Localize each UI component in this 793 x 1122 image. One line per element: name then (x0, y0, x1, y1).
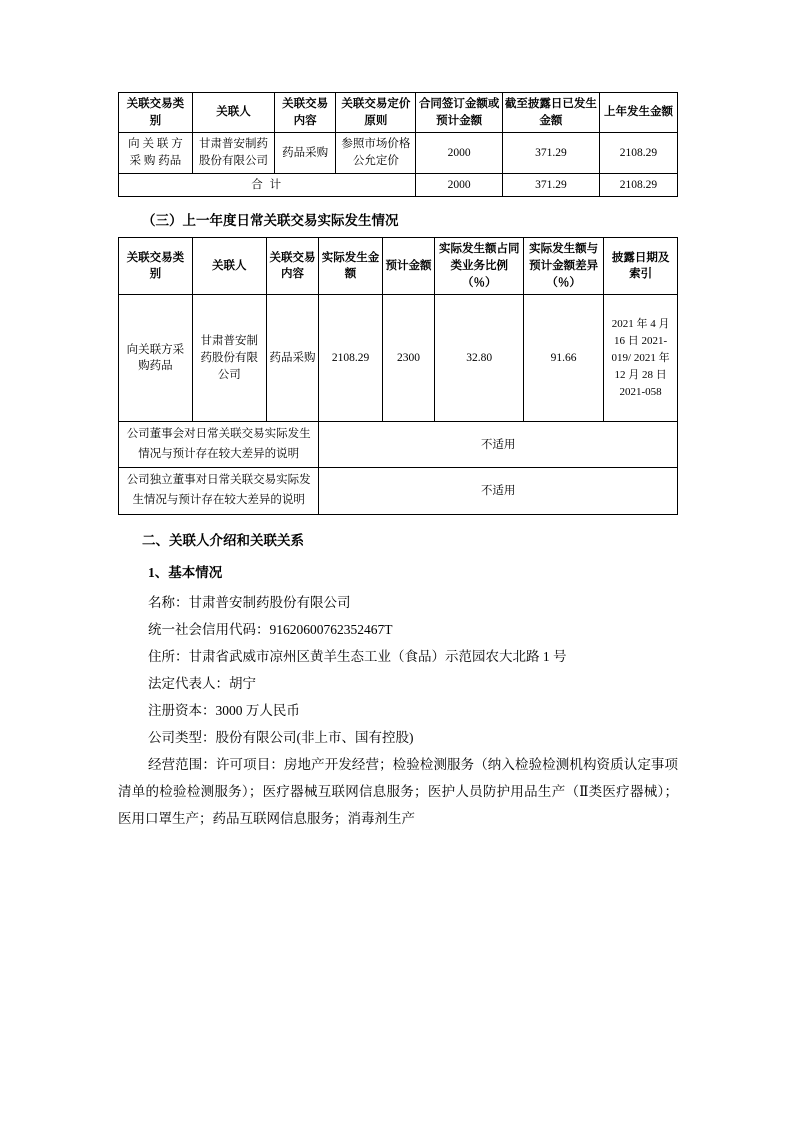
basic-info-value: 甘肃省武威市凉州区黄羊生态工业（食品）示范园农大北路 1 号 (188, 648, 567, 664)
column-header-content: 关联交易内容 (275, 93, 336, 133)
related-transaction-actual-table (118, 237, 678, 514)
column-header-actual-amount: 实际发生金额 (319, 238, 382, 295)
column-header-difference: 实际发生额与预计金额差异（％） (524, 238, 604, 295)
table-header-row (119, 93, 678, 133)
heading-three: （三）上一年度日常关联交易实际发生情况 (142, 213, 399, 229)
column-header-contract-amount: 合同签订金额或预计金额 (416, 93, 502, 133)
cell-party: 甘肃普安制药股份有限公司 (192, 133, 274, 173)
column-header-content: 关联交易内容 (266, 238, 319, 295)
note-label-independent-directors: 公司独立董事对日常关联交易实际发生情况与预计存在较大差异的说明 (119, 468, 319, 514)
cell-contract-amount: 2000 (416, 133, 502, 173)
cell-last-year-amount: 2108.29 (599, 133, 677, 173)
note-value-board: 不适用 (319, 422, 678, 468)
column-header-estimated-amount: 预计金额 (382, 238, 435, 295)
basic-info-list (118, 589, 678, 751)
cell-total-contract-amount: 2000 (416, 173, 502, 197)
cell-pricing: 参照市场价格公允定价 (336, 133, 416, 173)
basic-info-item (148, 643, 678, 670)
business-scope-text: 许可项目：房地产开发经营；检验检测服务（纳入检验检测机构资质认定事项清单的检验检测服务）；医疗器械互联网信息服务；医护人员防护用品生产（Ⅱ类医疗器械）；医用口罩生产；药品互联网信息服务；消毒剂生产 (118, 756, 679, 826)
basic-info-label: 住所： (148, 648, 189, 664)
note-value-independent-directors: 不适用 (319, 468, 678, 514)
cell-content: 药品采购 (275, 133, 336, 173)
related-transaction-estimate-table (118, 92, 678, 197)
column-header-occurred-amount: 截至披露日已发生金额 (502, 93, 599, 133)
table-total-row (119, 173, 678, 197)
basic-info-value: 胡宁 (229, 675, 256, 691)
document-content (118, 92, 678, 832)
table-row (119, 133, 678, 173)
basic-info-item (148, 724, 678, 751)
business-scope-label: 经营范围： (148, 756, 216, 772)
cell-category: 向关联方采购药品 (119, 295, 193, 422)
column-header-category: 关联交易类别 (119, 238, 193, 295)
column-header-category: 关联交易类别 (119, 93, 193, 133)
column-header-ratio: 实际发生额占同类业务比例（％） (435, 238, 524, 295)
basic-info-label: 公司类型： (148, 729, 216, 745)
business-scope-paragraph (118, 751, 678, 832)
cell-actual-amount: 2108.29 (319, 295, 382, 422)
cell-category: 向 关 联 方 采 购 药品 (119, 133, 193, 173)
basic-info-item (148, 670, 678, 697)
basic-info-value: 甘肃普安制药股份有限公司 (188, 594, 351, 610)
column-header-disclosure: 披露日期及索引 (604, 238, 678, 295)
cell-ratio: 32.80 (435, 295, 524, 422)
basic-info-item (148, 697, 678, 724)
table-note-row (119, 468, 678, 514)
column-header-party: 关联人 (192, 238, 266, 295)
basic-info-value: 91620600762352467T (269, 621, 393, 637)
cell-total-label: 合 计 (119, 173, 416, 197)
cell-disclosure: 2021 年 4 月 16 日 2021-019/ 2021 年 12 月 28 日 2021-058 (604, 295, 678, 422)
cell-total-occurred-amount: 371.29 (502, 173, 599, 197)
subsection-one-title: 1、基本情况 (148, 564, 223, 580)
cell-difference: 91.66 (524, 295, 604, 422)
column-header-last-year-amount: 上年发生金额 (599, 93, 677, 133)
basic-info-label: 注册资本： (148, 702, 216, 718)
note-label-board: 公司董事会对日常关联交易实际发生情况与预计存在较大差异的说明 (119, 422, 319, 468)
cell-total-last-year-amount: 2108.29 (599, 173, 677, 197)
cell-estimated-amount: 2300 (382, 295, 435, 422)
basic-info-item (148, 616, 678, 643)
column-header-party: 关联人 (192, 93, 274, 133)
table-note-row (119, 422, 678, 468)
basic-info-label: 名称： (148, 594, 189, 610)
section-two-title: 二、关联人介绍和关联关系 (142, 532, 304, 548)
basic-info-value: 股份有限公司(非上市、国有控股) (215, 729, 414, 745)
basic-info-item (148, 589, 678, 616)
cell-party: 甘肃普安制药股份有限公司 (192, 295, 266, 422)
column-header-pricing: 关联交易定价原则 (336, 93, 416, 133)
table-header-row (119, 238, 678, 295)
table-row (119, 295, 678, 422)
basic-info-value: 3000 万人民币 (215, 702, 300, 718)
cell-occurred-amount: 371.29 (502, 133, 599, 173)
cell-content: 药品采购 (266, 295, 319, 422)
basic-info-label: 法定代表人： (148, 675, 229, 691)
basic-info-label: 统一社会信用代码： (148, 621, 270, 637)
